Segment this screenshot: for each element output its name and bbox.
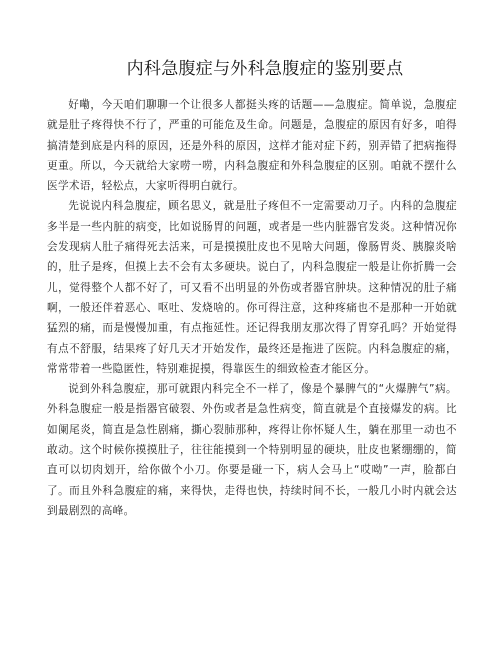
document-title: 内科急腹症与外科急腹症的鉴别要点 — [126, 59, 404, 79]
paragraph-intro: 好嘞，今天咱们聊聊一个让很多人都挺头疼的话题——急腹症。简单说，急腹症就是肚子疼得快不行了，严重的可能危及生命。问题是，急腹症的原因有好多，咱得搞清楚到底是内科的原因，还是外科的原因，这样才能对症下药，别弄错了把病拖得更重。所以，今天就给大家唠一唠，内科急腹症和外科急腹症的区别。咱就不摆什么医学术语，轻松点，大家听得明白就行。 — [47, 99, 457, 193]
paragraph-surgical: 说到外科急腹症，那可就跟内科完全不一样了，像是个暴脾气的“火爆脾气”病。外科急腹症一般是指器官破裂、外伤或者是急性病变，简直就是个直接爆发的病。比如阑尾炎，简直是急性剧痛，撕心裂肺那种，疼得让你怀疑人生，躺在那里一动也不敢动。这个时候你摸摸肚子，往往能摸到一个特别明显的硬块，肚皮也紧绷绷的，简直可以切肉划开，给你做个小刀。你要是碰一下，病人会马上“哎呦”一声，脸都白了。而且外科急腹症的痛，来得快，走得也快，持续时间不长，一般几小时内就会达到最剧烈的高峰。 — [47, 383, 457, 517]
document-body — [47, 95, 457, 521]
paragraph-internal-medicine: 先说说内科急腹症，顾名思义，就是肚子疼但不一定需要动刀子。内科的急腹症多半是一些内脏的病变，比如说肠胃的问题，或者是一些内脏器官发炎。这种情况你会发现病人肚子痛得死去活来，可是摸摸肚皮也不见啥大问题，像肠胃炎、胰腺炎啥的，肚子是疼，但摸上去不会有太多硬块。说白了，内科急腹症一般是让你折腾一会儿，觉得整个人都不好了，可又看不出明显的外伤或者器官肿块。这种情况的肚子痛啊，一般还伴着恶心、呕吐、发烧啥的。你可得注意，这种疼痛也不是那种一开始就猛烈的痛，而是慢慢加重，有点拖延性。还记得我朋友那次得了胃穿孔吗？开始觉得有点不舒服，结果疼了好几天才开始发作，最终还是拖进了医院。内科急腹症的痛，常常带着一些隐匿性，特别难捉摸，得靠医生的细致检查才能区分。 — [47, 200, 457, 375]
